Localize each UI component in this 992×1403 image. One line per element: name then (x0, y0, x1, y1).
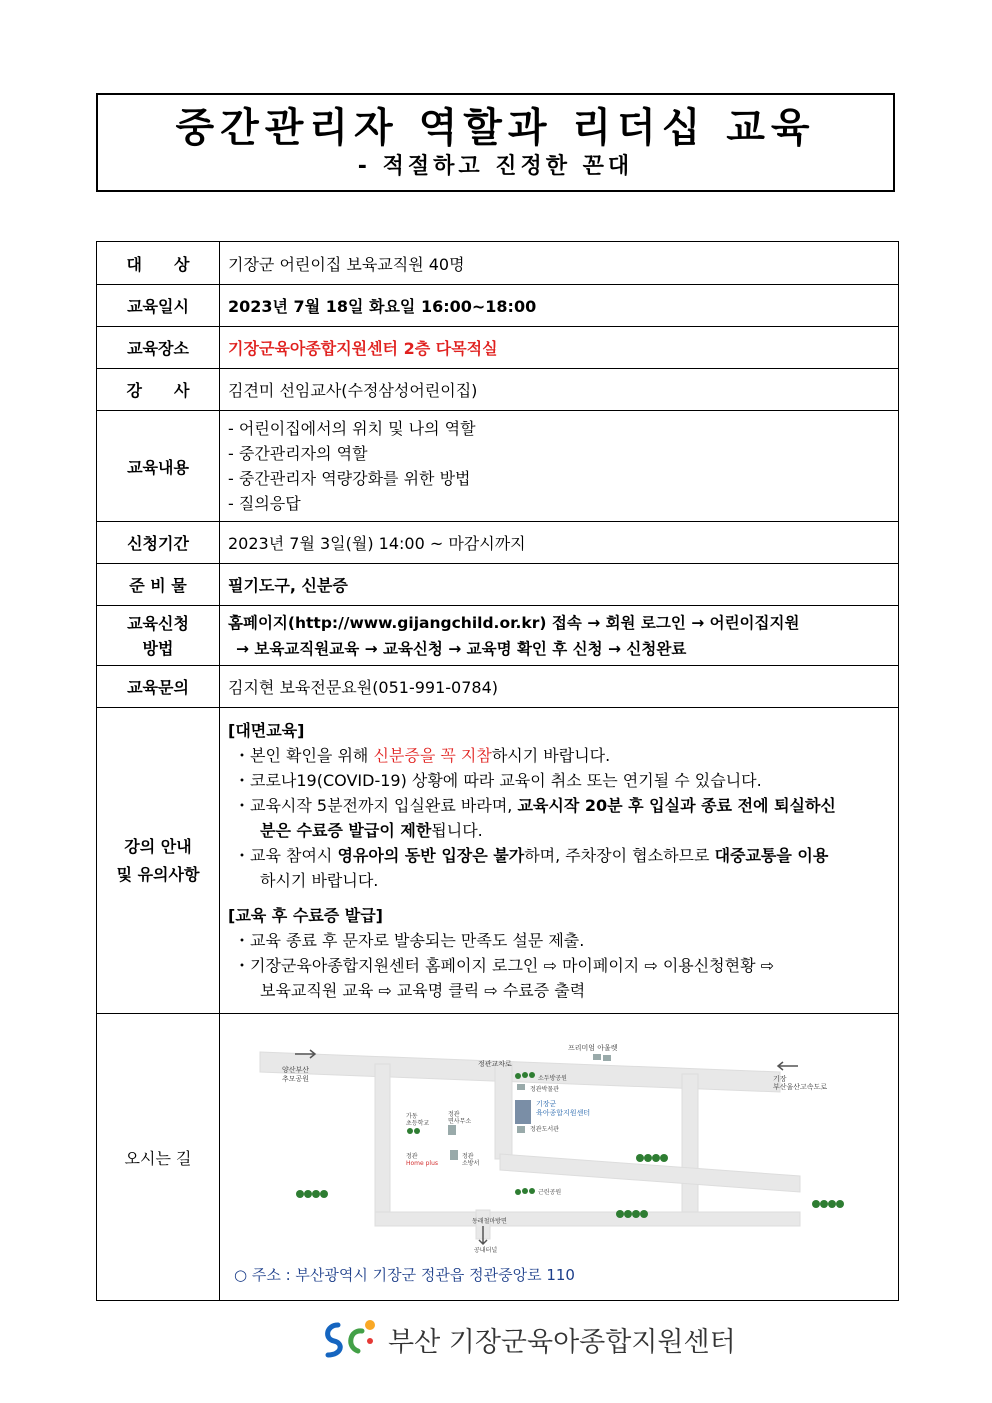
label-place: 교육장소 (97, 327, 220, 369)
note-emphasis: 대중교통을 이용 (714, 846, 829, 865)
footer-org-name: 부산 기장군육아종합지원센터 (388, 1326, 736, 1358)
map-label: 소두방공원 (538, 1075, 567, 1082)
content-item: - 중간관리자 역량강화를 위한 방법 (228, 469, 471, 488)
road-left (375, 1064, 390, 1224)
map-label: 부산울산고속도로 (773, 1083, 828, 1091)
row-date (97, 285, 899, 327)
value-target: 기장군 어린이집 보육교직원 40명 (220, 242, 899, 285)
note-cert-path-cont: 보육교직원 교육 ⇨ 교육명 클릭 ⇨ 수료증 출력 (260, 981, 586, 1000)
map-label: Home plus (406, 1160, 439, 1167)
map-label: 양산부산 (282, 1066, 310, 1074)
label-content: 교육내용 (97, 411, 220, 522)
map-label: 추모공원 (282, 1075, 310, 1083)
label-method (97, 606, 220, 666)
map-label: 정관 (406, 1153, 418, 1160)
map-label: 정관박물관 (530, 1086, 559, 1093)
map-label: 가동 (406, 1113, 418, 1120)
row-target (97, 242, 899, 285)
note-text: ・교육시작 5분전까지 입실완료 바라며, (234, 796, 518, 815)
method-line1: 홈페이지(http://www.gijangchild.or.kr) 접속 → 회원 로그인 → 어린이집지원 (228, 613, 800, 632)
label-notes-line2: 및 유의사항 (116, 864, 200, 884)
value-method (220, 606, 899, 666)
note-covid: ・코로나19(COVID-19) 상황에 따라 교육이 취소 또는 연기될 수 있습니다. (234, 771, 762, 790)
row-supplies (97, 564, 899, 606)
row-lecturer (97, 369, 899, 411)
row-content (97, 411, 899, 522)
cert-header: [교육 후 수료증 발급] (228, 906, 383, 925)
row-inquiry (97, 666, 899, 708)
row-place (97, 327, 899, 369)
label-inquiry: 교육문의 (97, 666, 220, 708)
note-arrival (228, 793, 890, 818)
note-survey: ・교육 종료 후 문자로 발송되는 만족도 설문 제출. (234, 931, 585, 950)
map-label: 초등학교 (406, 1120, 430, 1127)
map-cell (220, 1014, 899, 1301)
label-lecturer: 강 사 (97, 369, 220, 411)
note-emphasis: 신분증을 꼭 지참 (373, 746, 492, 765)
label-notes (97, 708, 220, 1014)
label-method-line2: 방법 (142, 638, 174, 658)
row-directions (97, 1014, 899, 1301)
map-label: 면사무소 (448, 1118, 472, 1125)
map-label: 프리미엄 아울렛 (568, 1044, 618, 1052)
note-id (228, 743, 890, 768)
note-emphasis: 분은 수료증 발급이 제한 (260, 821, 432, 840)
map-label: 기장 (773, 1075, 787, 1083)
map-label: 정관 (448, 1111, 460, 1118)
note-cert-path: ・기장군육아종합지원센터 홈페이지 로그인 ⇨ 마이페이지 ⇨ 이용신청현황 ⇨ (234, 956, 775, 975)
title-box (96, 93, 895, 192)
label-target: 대 상 (97, 242, 220, 285)
map-label: 동래철마방면 (472, 1218, 507, 1225)
map-label: 정관도서관 (530, 1126, 559, 1133)
note-text: 하며, 주차장이 협소하므로 (524, 846, 715, 865)
label-supplies: 준 비 물 (97, 564, 220, 606)
map-label: 소방서 (462, 1160, 480, 1167)
content-item: - 중간관리자의 역할 (228, 444, 368, 463)
address: ○ 주소 : 부산광역시 기장군 정관읍 정관중앙로 110 (234, 1266, 575, 1284)
road-mid (495, 1064, 512, 1159)
note-emphasis: 영유아의 동반 입장은 불가 (337, 846, 525, 865)
map-label: 기장군 (536, 1100, 557, 1108)
label-period: 신청기간 (97, 522, 220, 564)
org-logo-icon (320, 1317, 380, 1361)
page-subtitle: - 적절하고 진정한 꼰대 (357, 154, 634, 179)
note-emphasis: 교육시작 20분 후 입실과 종료 전에 퇴실하신 (517, 796, 836, 815)
map-label: 공내터널 (474, 1247, 498, 1254)
map-label: 근린공원 (538, 1189, 562, 1196)
value-date: 2023년 7월 18일 화요일 16:00~18:00 (220, 285, 899, 327)
note-text: 하시기 바랍니다. (491, 746, 611, 765)
row-notes (97, 708, 899, 1014)
road-bottom (375, 1212, 800, 1226)
note-text: 됩니다. (431, 821, 483, 840)
value-lecturer: 김견미 선임교사(수정삼성어린이집) (220, 369, 899, 411)
map-label: 정관 (462, 1153, 474, 1160)
map-label: 정관교차로 (478, 1060, 512, 1068)
note-text: ・교육 참여시 (234, 846, 338, 865)
map-label: 육아종합지원센터 (536, 1109, 591, 1117)
value-inquiry: 김지현 보육전문요원(051-991-0784) (220, 666, 899, 708)
label-notes-line1: 강의 안내 (124, 836, 192, 856)
row-method (97, 606, 899, 666)
value-notes (220, 708, 899, 1014)
footer (320, 1317, 736, 1361)
value-place: 기장군육아종합지원센터 2층 다목적실 (220, 327, 899, 369)
face-header: [대면교육] (228, 721, 305, 740)
note-children (228, 843, 890, 868)
content-item: - 질의응답 (228, 494, 301, 513)
value-content (220, 411, 899, 522)
location-map (220, 1014, 900, 1264)
row-period (97, 522, 899, 564)
note-text: ・본인 확인을 위해 (234, 746, 374, 765)
page-title: 중간관리자 역할과 리더십 교육 (175, 105, 816, 151)
note-arrival-cont (228, 818, 890, 843)
arrow-left-icon (778, 1062, 798, 1070)
method-line2: → 보육교직원교육 → 교육신청 → 교육명 확인 후 신청 → 신청완료 (236, 639, 687, 658)
value-supplies: 필기도구, 신분증 (220, 564, 899, 606)
content-item: - 어린이집에서의 위치 및 나의 역할 (228, 419, 476, 438)
info-table (96, 241, 899, 1301)
value-period: 2023년 7월 3일(월) 14:00 ~ 마감시까지 (220, 522, 899, 564)
road-right (682, 1074, 698, 1224)
label-method-line1: 교육신청 (127, 613, 189, 633)
label-directions: 오시는 길 (97, 1014, 220, 1301)
label-date: 교육일시 (97, 285, 220, 327)
note-children-cont: 하시기 바랍니다. (260, 871, 379, 890)
